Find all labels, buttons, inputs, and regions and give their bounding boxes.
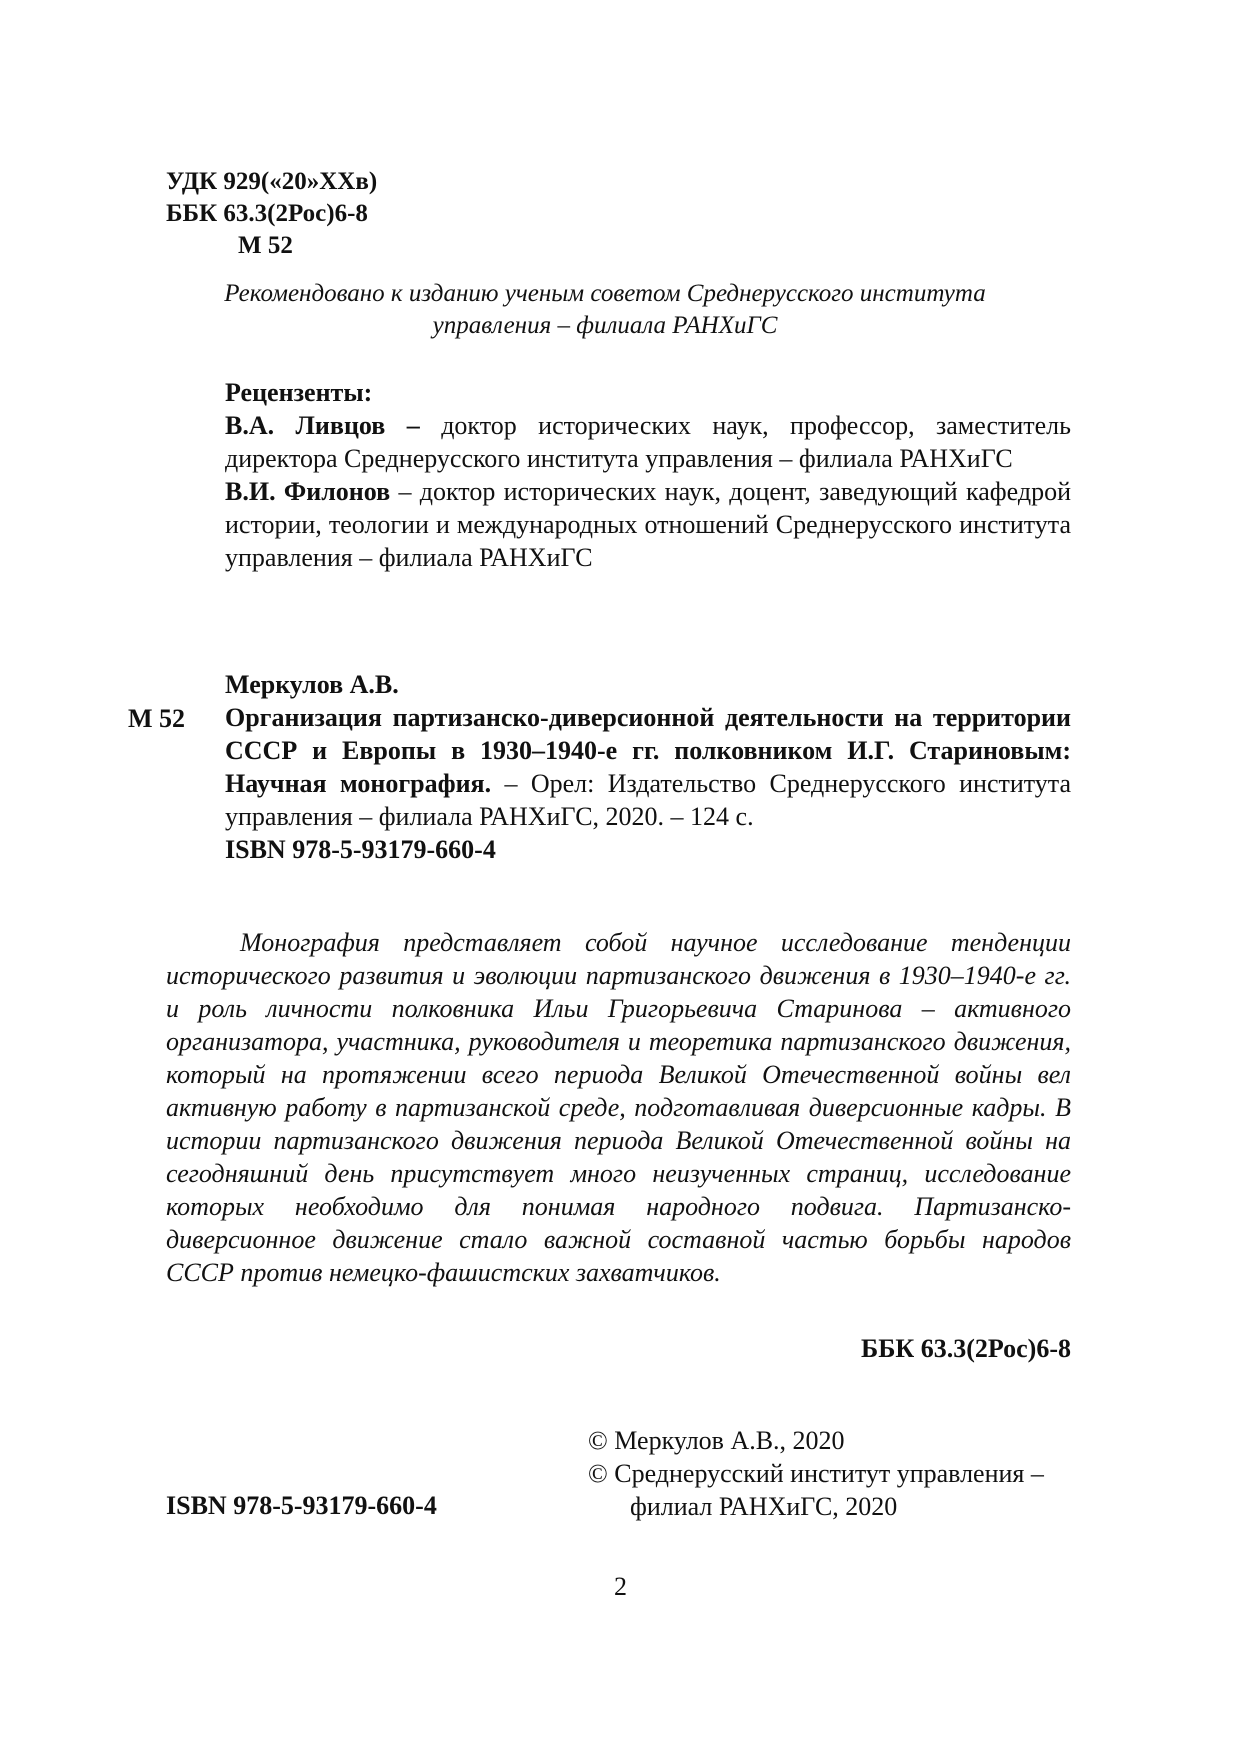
recommendation-line-1: Рекомендовано к изданию ученым советом Среднерусского института: [224, 280, 986, 307]
reviewer-1-description: доктор исторических наук, профессор, заместитель директора Среднерусского института управления – филиала РАНХиГС: [225, 411, 1072, 473]
bibliography-entry: [225, 701, 1071, 833]
reviewer-2-name: В.И. Филонов: [225, 477, 391, 506]
copyright-institute: © Среднерусский институт управления –: [588, 1459, 1044, 1488]
reviewers-section: [225, 376, 1071, 574]
udk-code: УДК 929(«20»XXв): [166, 168, 378, 195]
reviewers-heading: Рецензенты:: [225, 378, 373, 407]
classification-codes: [166, 166, 377, 262]
author-mark: М 52: [238, 232, 293, 259]
reviewer-2: [225, 475, 1071, 574]
recommendation-line-2: управления – филиала РАНХиГС: [432, 312, 778, 339]
reviewer-1-name: В.А. Ливцов –: [225, 411, 420, 440]
copyright-author: © Меркулов А.В., 2020: [588, 1426, 845, 1455]
isbn-footer: ISBN 978-5-93179-660-4: [166, 1491, 437, 1520]
bibliography-isbn: ISBN 978-5-93179-660-4: [225, 835, 496, 864]
publication-recommendation: [150, 278, 1060, 342]
abstract-text: Монография представляет собой научное исследование тенденции исторического развития и эволюции партизанского движения в 1930–1940-е гг. и роль личности полковника Ильи Григорьевича Старинова – активного организатора, участника, руководителя и теоретика партизанского движения, который на протяжении всего периода Великой Отечественной войны вел активную работу в партизанской среде, подготавливая диверсионные кадры. В истории партизанского движения периода Великой Отечественной войны на сегодняшний день присутствует много неизученных страниц, исследование которых необходимо для понимая народного подвига. Партизанско-диверсионное движение стало важной составной частью борьбы народов СССР против немецко-фашистских захватчиков.: [166, 928, 1071, 1287]
copyright-institute-continued: филиал РАНХиГС, 2020: [630, 1492, 898, 1521]
bbk-code: ББК 63.3(2Рос)6-8: [166, 200, 368, 227]
copyright-block: [588, 1424, 1044, 1523]
bibliography-author: Меркулов А.В.: [225, 670, 399, 699]
bbk-footer: ББК 63.3(2Рос)6-8: [861, 1334, 1071, 1363]
bibliography-imprint: – Орел: Издательство Среднерусского института управления – филиала РАНХиГС, 2020. – 124 с.: [225, 769, 1072, 831]
reviewer-1: [225, 409, 1071, 475]
bibliographic-record: [225, 668, 1071, 866]
page-number: 2: [614, 1572, 627, 1601]
reviewer-2-description: – доктор исторических наук, доцент, заведующий кафедрой истории, теологии и международных отношений Среднерусского института управления – филиала РАНХиГС: [225, 477, 1071, 572]
bibliography-mark: М 52: [128, 704, 186, 733]
bibliography-title: Организация партизанско-диверсионной деятельности на территории СССР и Европы в 1930–1940-е гг. полковником И.Г. Стариновым: Научная монография.: [225, 703, 1071, 798]
